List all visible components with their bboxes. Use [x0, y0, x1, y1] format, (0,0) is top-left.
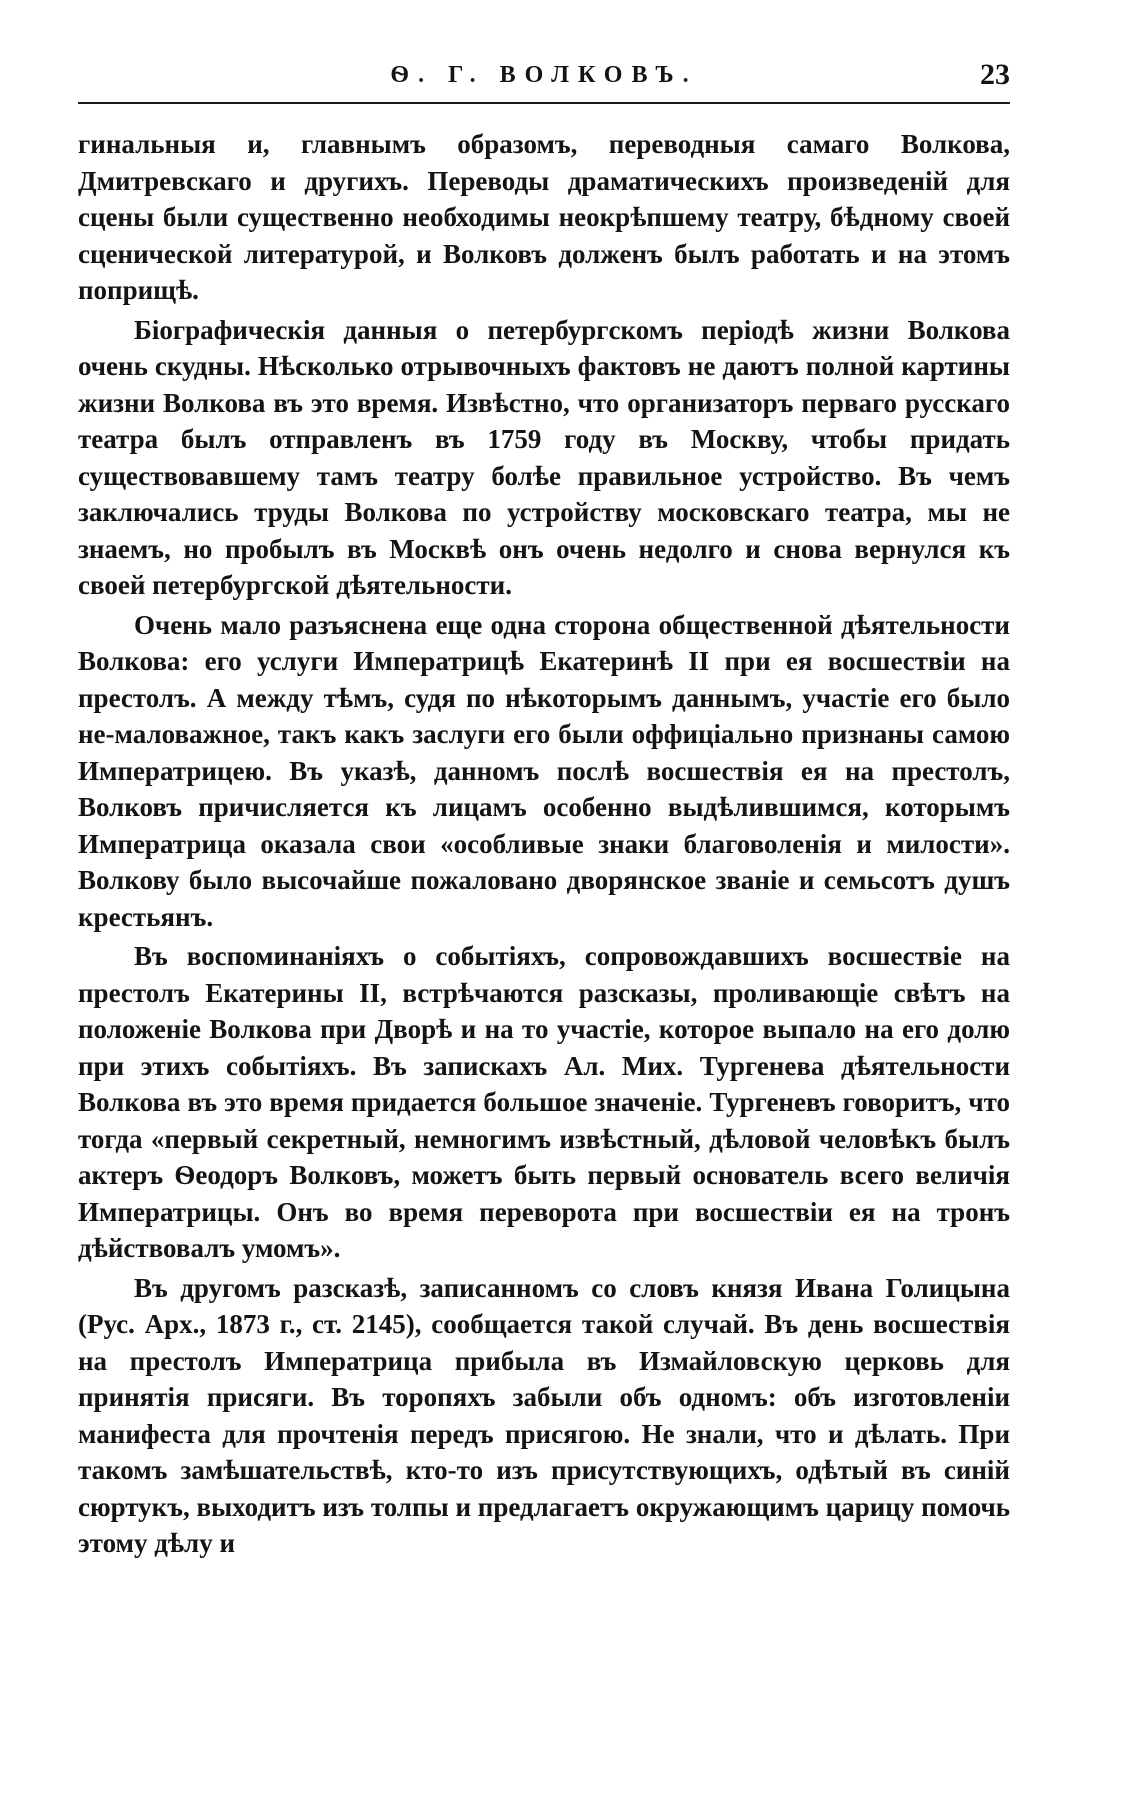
paragraph-continuation: гинальныя и, главнымъ образомъ, переводныя самаго Волкова, Дмитревскаго и другихъ. Переводы драматическихъ произведенiй для сцены были существенно необходимы неокрѣпшему театру, бѣдному своей сценической литературой, и Волковъ долженъ былъ работать и на этомъ поприщѣ. [78, 129, 1010, 305]
body-text [78, 126, 1010, 1562]
paragraph-golitsyn-story: Въ другомъ разсказѣ, записанномъ со словъ князя Ивана Голицына (Рус. Арх., 1873 г., ст. 2145), сообщается такой случай. Въ день восшествiя на престолъ Императрица прибыла въ Измайловскую церковь для принятiя присяги. Въ торопяхъ забыли объ одномъ: объ изготовленiи манифеста для прочтенiя передъ присягою. Не знали, что и дѣлать. При такомъ замѣшательствѣ, кто-то изъ присутствующихъ, одѣтый въ синiй сюртукъ, выходитъ изъ толпы и предлагаетъ окружающимъ царицу помочь этому дѣлу и [78, 1272, 1010, 1558]
page-number: 23 [980, 58, 1010, 91]
paragraph-memoirs: Въ воспоминанiяхъ о событiяхъ, сопровождавшихъ восшествiе на престолъ Екатерины II, встрѣчаются разсказы, проливающiе свѣтъ на положенiе Волкова при Дворѣ и на то участiе, которое выпало на его долю при этихъ событiяхъ. Въ запискахъ Ал. Мих. Тургенева дѣятельности Волкова въ это время придается большое значенiе. Тургеневъ говоритъ, что тогда «первый секретный, немногимъ извѣстный, дѣловой человѣкъ былъ актеръ Ѳеодоръ Волковъ, можетъ быть первый основатель всего величiя Императрицы. Онъ во время переворота при восшествiи ея на тронъ дѣйствовалъ умомъ». [78, 941, 1010, 1263]
running-head [78, 52, 1010, 104]
paragraph-services-to-empress: Очень мало разъяснена еще одна сторона общественной дѣятельности Волкова: его услуги Императрицѣ Екатеринѣ II при ея восшествiи на престолъ. А между тѣмъ, судя по нѣкоторымъ даннымъ, участiе его было не-маловажное, такъ какъ заслуги его были оффицiально признаны самою Императрицею. Въ указѣ, данномъ послѣ восшествiя ея на престолъ, Волковъ причисляется къ лицамъ особенно выдѣлившимся, которымъ Императрица оказала свои «особливые знаки благоволенiя и милости». Волкову было высочайше пожаловано дворянское званiе и семьсотъ душъ крестьянъ. [78, 609, 1010, 932]
running-title: Ѳ. Г. ВОЛКОВЪ. [390, 62, 698, 88]
book-page [78, 52, 1010, 1565]
paragraph-biographical-data: Бiографическiя данныя о петербургскомъ перiодѣ жизни Волкова очень скудны. Нѣсколько отрывочныхъ фактовъ не даютъ полной картины жизни Волкова въ это время. Извѣстно, что организаторъ перваго русскаго театра былъ отправленъ въ 1759 году въ Москву, чтобы придать существовавшему тамъ театру болѣе правильное устройство. Въ чемъ заключались труды Волкова по устройству московскаго театра, мы не знаемъ, но пробылъ въ Москвѣ онъ очень недолго и снова вернулся къ своей петербургской дѣятельности. [78, 314, 1010, 600]
